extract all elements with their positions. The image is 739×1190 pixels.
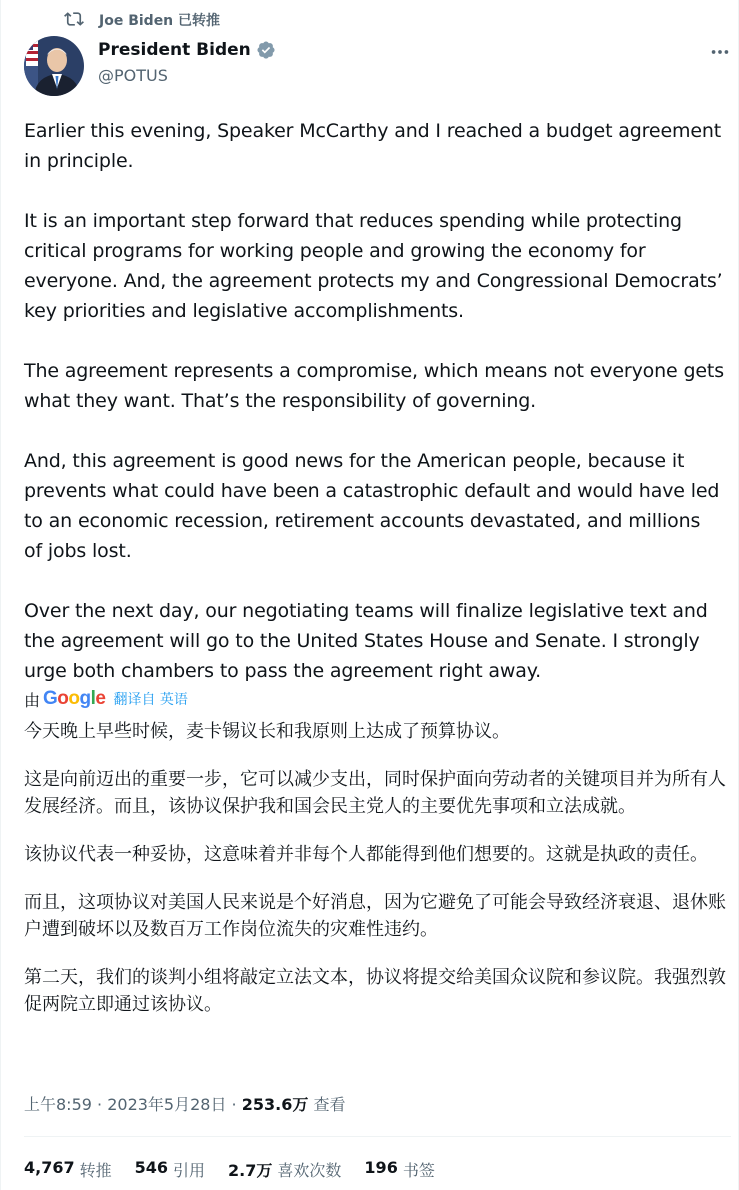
avatar[interactable] bbox=[24, 36, 84, 96]
author-row bbox=[98, 40, 276, 60]
views-label: 查看 bbox=[313, 1095, 346, 1114]
verified-badge-icon bbox=[256, 40, 276, 60]
translation-by: 由 bbox=[24, 690, 41, 710]
engagement-stats bbox=[24, 1158, 458, 1181]
stat-retweets[interactable] bbox=[24, 1158, 112, 1181]
translated-paragraph: 该协议代表一种妥协，这意味着并非每个人都能得到他们想要的。这就是执政的责任。 bbox=[24, 844, 708, 865]
stat-value: 196 bbox=[364, 1158, 398, 1177]
stat-value: 546 bbox=[134, 1158, 169, 1177]
divider bbox=[24, 1136, 731, 1137]
tweet-date[interactable]: 2023年5月28日 bbox=[107, 1095, 227, 1114]
view-count: 253.6万 bbox=[241, 1095, 309, 1114]
tweet-paragraph: It is an important step forward that reduces spending while protecting critical programs for working people and growing the economy for everyone. And, the agreement protects my and Congressional Democrats’ key priorities and legislative accomplishments. bbox=[24, 210, 723, 322]
more-icon bbox=[709, 41, 731, 63]
stat-label: 喜欢次数 bbox=[277, 1161, 342, 1180]
tweet-paragraph: Over the next day, our negotiating teams will finalize legislative text and the agreement will go to the United States House and Senate. I strongly urge both chambers to pass the agreement right away. bbox=[24, 600, 708, 682]
stat-label: 书签 bbox=[402, 1161, 435, 1180]
tweet-paragraph: Earlier this evening, Speaker McCarthy and I reached a budget agreement in principle. bbox=[24, 120, 722, 172]
author-name[interactable]: President Biden bbox=[98, 40, 251, 60]
google-logo: Google bbox=[43, 688, 106, 709]
translated-from-link[interactable]: 翻译自 英语 bbox=[113, 692, 188, 708]
stat-value: 2.7万 bbox=[228, 1161, 273, 1180]
stat-bookmarks[interactable] bbox=[364, 1158, 434, 1181]
stat-label: 转推 bbox=[79, 1161, 112, 1180]
retweet-icon bbox=[63, 9, 85, 29]
meta-separator: · bbox=[91, 1095, 108, 1114]
translated-paragraph: 第二天，我们的谈判小组将敲定立法文本，协议将提交给美国众议院和参议院。我强烈敦促两院立即通过该协议。 bbox=[24, 967, 726, 1015]
tweet-meta bbox=[24, 1092, 345, 1115]
tweet-text-zh bbox=[24, 718, 728, 1039]
tweet-paragraph: The agreement represents a compromise, which means not everyone gets what they want. That’s the responsibility of governing. bbox=[24, 360, 724, 412]
more-button[interactable] bbox=[705, 38, 735, 66]
author-handle[interactable]: @POTUS bbox=[98, 66, 168, 85]
tweet-paragraph: And, this agreement is good news for the American people, because it prevents what could have been a catastrophic default and would have led to an economic recession, retirement accounts devastated, and millions of jobs lost. bbox=[24, 450, 720, 562]
translated-paragraph: 今天晚上早些时候，麦卡锡议长和我原则上达成了预算协议。 bbox=[24, 721, 510, 742]
stat-quotes[interactable] bbox=[135, 1158, 205, 1181]
translated-paragraph: 这是向前迈出的重要一步，它可以减少支出，同时保护面向劳动者的关键项目并为所有人发展经济。而且，该协议保护我和国会民主党人的主要优先事项和立法成就。 bbox=[24, 769, 726, 817]
stat-likes[interactable] bbox=[228, 1158, 341, 1181]
stat-value: 4,767 bbox=[24, 1158, 75, 1177]
meta-separator: · bbox=[226, 1095, 242, 1114]
translated-paragraph: 而且，这项协议对美国人民来说是个好消息，因为它避免了可能会导致经济衰退、退休账户遭到破坏以及数百万工作岗位流失的灾难性违约。 bbox=[24, 892, 726, 940]
tweet-text-en bbox=[24, 116, 724, 686]
translation-attribution bbox=[24, 688, 188, 710]
stat-label: 引用 bbox=[173, 1161, 206, 1180]
tweet-time[interactable]: 上午8:59 bbox=[24, 1095, 92, 1114]
retweet-text: Joe Biden 已转推 bbox=[99, 13, 221, 29]
